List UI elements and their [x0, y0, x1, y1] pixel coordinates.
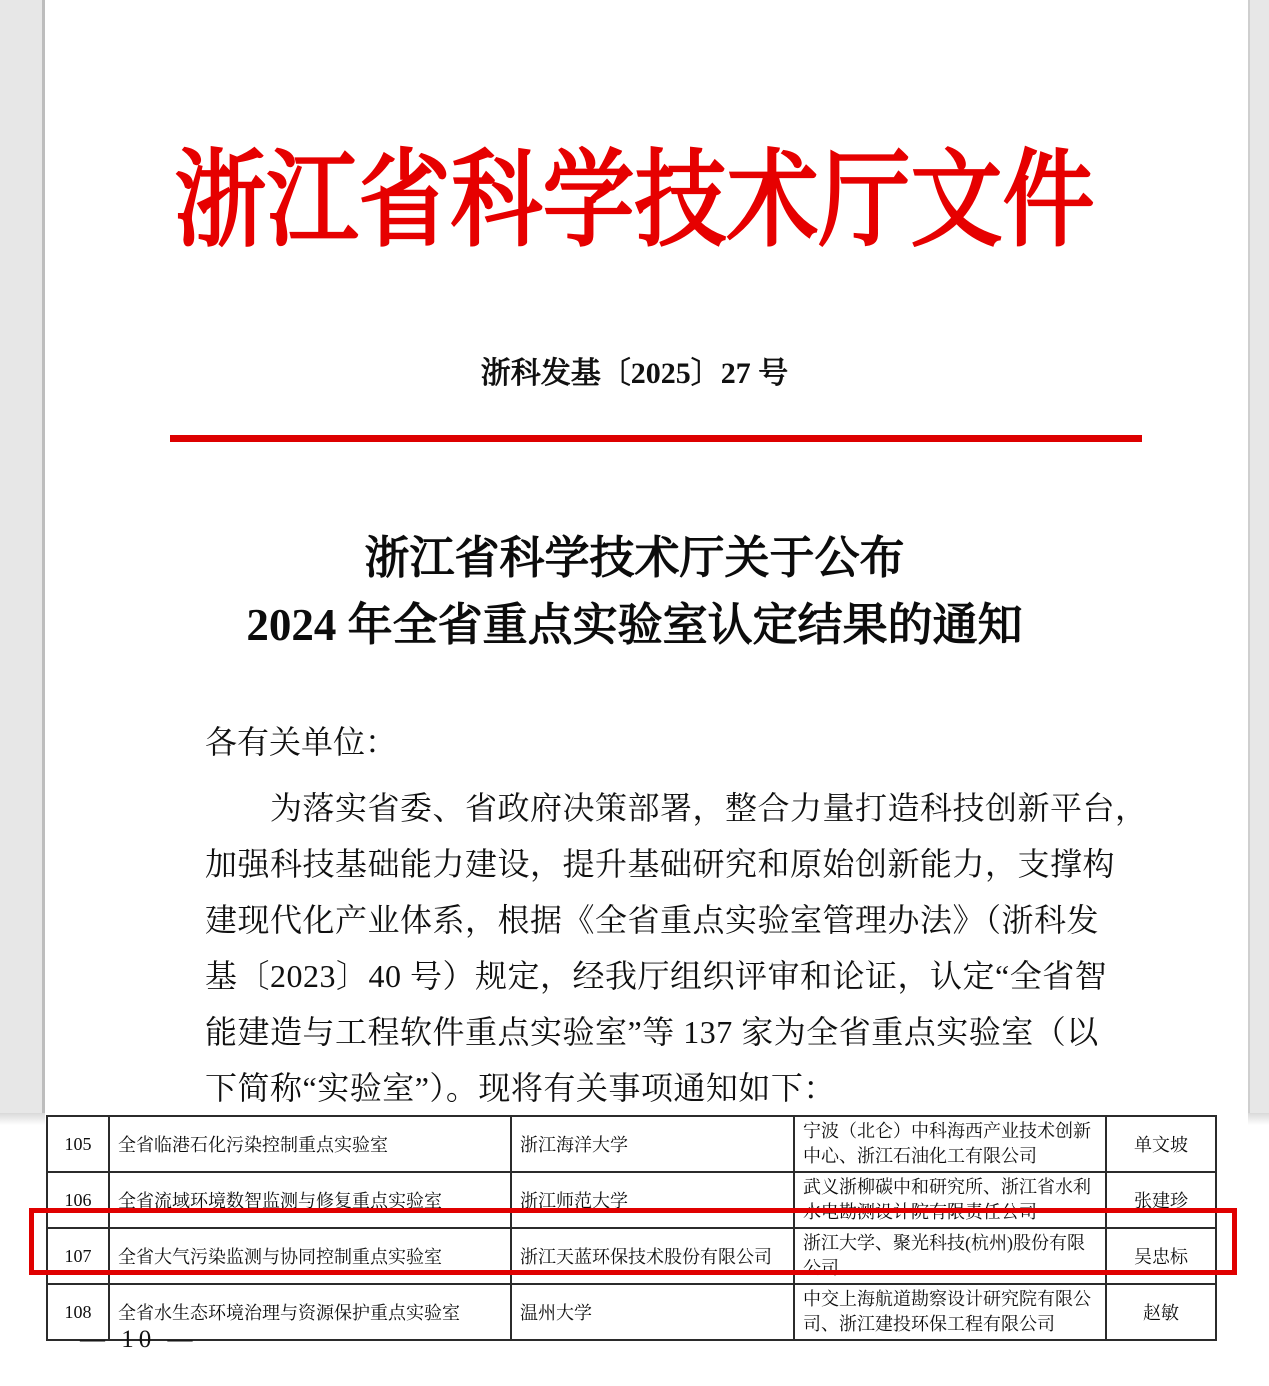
letterhead-title: 浙江省科学技术厅文件 [174, 142, 1095, 260]
body-line: 建现代化产业体系，根据《全省重点实验室管理办法》（浙科发 [205, 902, 1100, 938]
row-107-red-highlight-box [29, 1208, 1237, 1275]
body-line: 加强科技基础能力建设，提升基础研究和原始创新能力，支撑构 [205, 846, 1116, 882]
director-cell: 赵敏 [1106, 1284, 1216, 1340]
body-line: 下简称“实验室”）。现将有关事项通知如下： [205, 1070, 836, 1106]
body-paragraph [205, 780, 1148, 1116]
salutation: 各有关单位： [205, 724, 398, 760]
partner-units-cell: 武义浙柳碳中和研究所、浙江省水利水电勘测设计院有限责任公司 [794, 1172, 1106, 1228]
body-line: 基〔2023〕40 号）规定，经我厅组织评审和论证，认定“全省智 [205, 958, 1108, 994]
table-row-105 [47, 1116, 1216, 1172]
director-cell: 张建珍 [1106, 1172, 1216, 1228]
page-number: — 10 — [80, 1326, 198, 1353]
lab-name-cell: 全省流域环境数智监测与修复重点实验室 [109, 1172, 511, 1228]
notice-title-line2: 2024 年全省重点实验室认定结果的通知 [246, 600, 1023, 650]
row-number-cell: 108 [47, 1284, 109, 1340]
table-row-108 [47, 1284, 1216, 1340]
director-cell: 单文坡 [1106, 1116, 1216, 1172]
document-number: 浙科发基〔2025〕27 号 [480, 357, 789, 390]
partner-units-cell: 中交上海航道勘察设计研究院有限公司、浙江建投环保工程有限公司 [794, 1284, 1106, 1340]
red-divider-rule [170, 435, 1142, 442]
row-number-cell: 106 [47, 1172, 109, 1228]
partner-units-cell: 浙江大学、聚光科技(杭州)股份有限公司 [794, 1228, 1106, 1284]
notice-title-line1: 浙江省科学技术厅关于公布 [364, 533, 905, 583]
row-number-cell: 105 [47, 1116, 109, 1172]
lab-name-cell: 全省大气污染监测与协同控制重点实验室 [109, 1228, 511, 1284]
host-institution-cell: 浙江天蓝环保技术股份有限公司 [511, 1228, 794, 1284]
lab-name-cell: 全省临港石化污染控制重点实验室 [109, 1116, 511, 1172]
body-line: 为落实省委、省政府决策部署，整合力量打造科技创新平台， [270, 790, 1148, 826]
row-number-cell: 107 [47, 1228, 109, 1284]
host-institution-cell: 浙江海洋大学 [511, 1116, 794, 1172]
partner-units-cell: 宁波（北仑）中科海西产业技术创新中心、浙江石油化工有限公司 [794, 1116, 1106, 1172]
host-institution-cell: 浙江师范大学 [511, 1172, 794, 1228]
director-cell: 吴忠标 [1106, 1228, 1216, 1284]
lab-name-cell: 全省水生态环境治理与资源保护重点实验室 [109, 1284, 511, 1340]
host-institution-cell: 温州大学 [511, 1284, 794, 1340]
body-line: 能建造与工程软件重点实验室”等 137 家为全省重点实验室（以 [205, 1014, 1099, 1050]
